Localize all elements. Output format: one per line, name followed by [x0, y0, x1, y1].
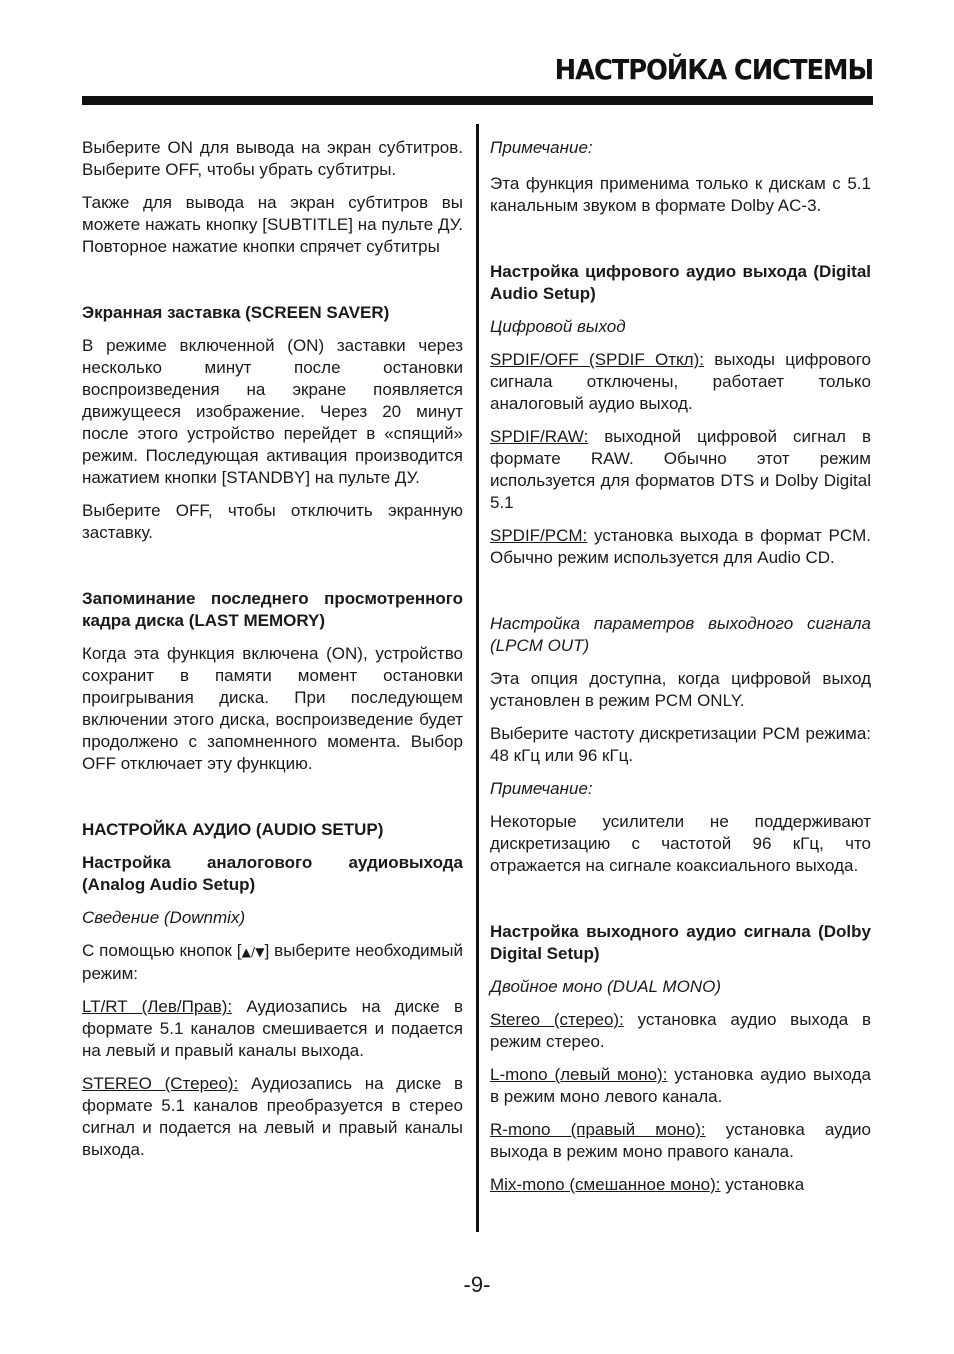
note-paragraph: Эта функция применима только к дискам с 5.1 канальным звуком в формате Dolby AC-3.: [490, 174, 871, 215]
stereo-mode-text: установка аудио выхода в режим стерео.: [490, 1010, 871, 1051]
digital-audio-heading: Настройка цифрового аудио выхода (Digital Audio Setup): [490, 262, 871, 303]
stereo-term: STEREO (Стерео):: [82, 1074, 239, 1093]
spdif-raw-paragraph: [490, 426, 871, 514]
last-memory-heading: Запоминание последнего просмотренного кадра диска (LAST MEMORY): [82, 589, 463, 630]
spdif-pcm-paragraph: [490, 525, 871, 569]
buttons-text-end: ] выберите необходимый режим:: [82, 941, 463, 983]
ltrt-term: LT/RT (Лев/Прав):: [82, 997, 233, 1016]
page-number: -9-: [463, 1272, 491, 1297]
screen-saver-off-paragraph: Выберите OFF, чтобы отключить экранную заставку.: [82, 501, 463, 542]
r-mono-text: установка аудио выхода в режим моно правого канала.: [490, 1120, 871, 1161]
mix-mono-term: Mix-mono (смешанное моно):: [490, 1175, 721, 1194]
lpcm-paragraph: Эта опция доступна, когда цифровой выход установлен в режим PCM ONLY.: [490, 669, 871, 710]
spdif-pcm-term: SPDIF/PCM:: [490, 526, 588, 545]
arrow-up-down-icon: ▲/▼: [241, 945, 265, 959]
l-mono-paragraph: [490, 1064, 871, 1108]
subtitle-paragraph: Выберите ON для вывода на экран субтитров. Выберите OFF, чтобы убрать субтитры.: [82, 138, 463, 179]
stereo-mode-term: Stereo (стерео):: [490, 1010, 624, 1029]
l-mono-text: установка аудио выхода в режим моно левого канала.: [490, 1065, 871, 1106]
ltrt-text: Аудиозапись на диске в формате 5.1 каналов смешивается и подается на левый и правый каналы выхода.: [82, 997, 464, 1060]
screen-saver-heading: Экранная заставка (SCREEN SAVER): [82, 303, 390, 322]
audio-setup-heading: НАСТРОЙКА АУДИО (AUDIO SETUP): [82, 820, 384, 839]
screen-saver-paragraph: В режиме включенной (ON) заставки через несколько минут после остановки воспроизведения на экране появляется движущееся изображение. Через 20 минут после этого устройство перейдет в «спящий» режим. Последующая активация производится нажатием кнопки [STANDBY] на пульте ДУ.: [82, 336, 463, 487]
buttons-text-start: С помощью кнопок [: [82, 941, 242, 960]
spdif-off-term: SPDIF/OFF (SPDIF Откл):: [490, 350, 704, 369]
note-paragraph-2: Некоторые усилители не поддерживают дискретизацию с частотой 96 кГц, что отражается на сигнале коаксиального выхода.: [490, 812, 871, 875]
spdif-pcm-text: установка выхода в формат PCM. Обычно режим используется для Audio CD.: [490, 526, 871, 567]
dual-mono-subheading: Двойное моно (DUAL MONO): [490, 977, 721, 996]
lpcm-subheading: Настройка параметров выходного сигнала (LPCM OUT): [490, 614, 871, 655]
title-rule: [82, 96, 873, 105]
mix-mono-text: установка: [720, 1175, 805, 1194]
page-title: НАСТРОЙКА СИСТЕМЫ: [554, 53, 873, 86]
spdif-off-paragraph: [490, 349, 871, 415]
analog-audio-heading: Настройка аналогового аудиовыхода (Analog Audio Setup): [82, 853, 463, 894]
spdif-off-text: выходы цифрового сигнала отключены, работает только аналоговый аудио выход.: [490, 350, 872, 413]
buttons-paragraph: [82, 940, 463, 985]
last-memory-paragraph: Когда эта функция включена (ON), устройство сохранит в памяти момент остановки проигрывания диска. При последующем включении этого диска, воспроизведение будет продолжено с запомненного момента. Выбор OFF отключает эту функцию.: [82, 644, 463, 773]
spdif-raw-term: SPDIF/RAW:: [490, 427, 589, 446]
lpcm-frequency-paragraph: Выберите частоту дискретизации PCM режима: 48 кГц или 96 кГц.: [490, 724, 871, 765]
r-mono-term: R-mono (правый моно):: [490, 1120, 706, 1139]
spdif-raw-text: выходной цифровой сигнал в формате RAW. Обычно этот режим используется для форматов DTS и Dolby Digital 5.1: [490, 427, 871, 512]
note-label: Примечание:: [490, 138, 593, 157]
stereo-mode-paragraph: [490, 1009, 871, 1053]
left-column: [82, 137, 463, 1172]
subtitle-button-paragraph: Также для вывода на экран субтитров вы можете нажать кнопку [SUBTITLE] на пульте ДУ. Повторное нажатие кнопки спрячет субтитры: [82, 193, 463, 256]
mix-mono-paragraph: [490, 1174, 871, 1196]
downmix-subheading: Сведение (Downmix): [82, 908, 246, 927]
r-mono-paragraph: [490, 1119, 871, 1163]
column-divider: [476, 124, 479, 1232]
l-mono-term: L-mono (левый моно):: [490, 1065, 668, 1084]
stereo-text: Аудиозапись на диске в формате 5.1 каналов преобразуется в стерео сигнал и подается на левый и правый каналы выхода.: [82, 1074, 463, 1159]
ltrt-paragraph: [82, 996, 463, 1062]
dolby-digital-heading: Настройка выходного аудио сигнала (Dolby Digital Setup): [490, 922, 871, 963]
note-label-2: Примечание:: [490, 779, 593, 798]
digital-out-subheading: Цифровой выход: [490, 317, 626, 336]
right-column: [490, 137, 871, 1207]
stereo-paragraph: [82, 1073, 463, 1161]
